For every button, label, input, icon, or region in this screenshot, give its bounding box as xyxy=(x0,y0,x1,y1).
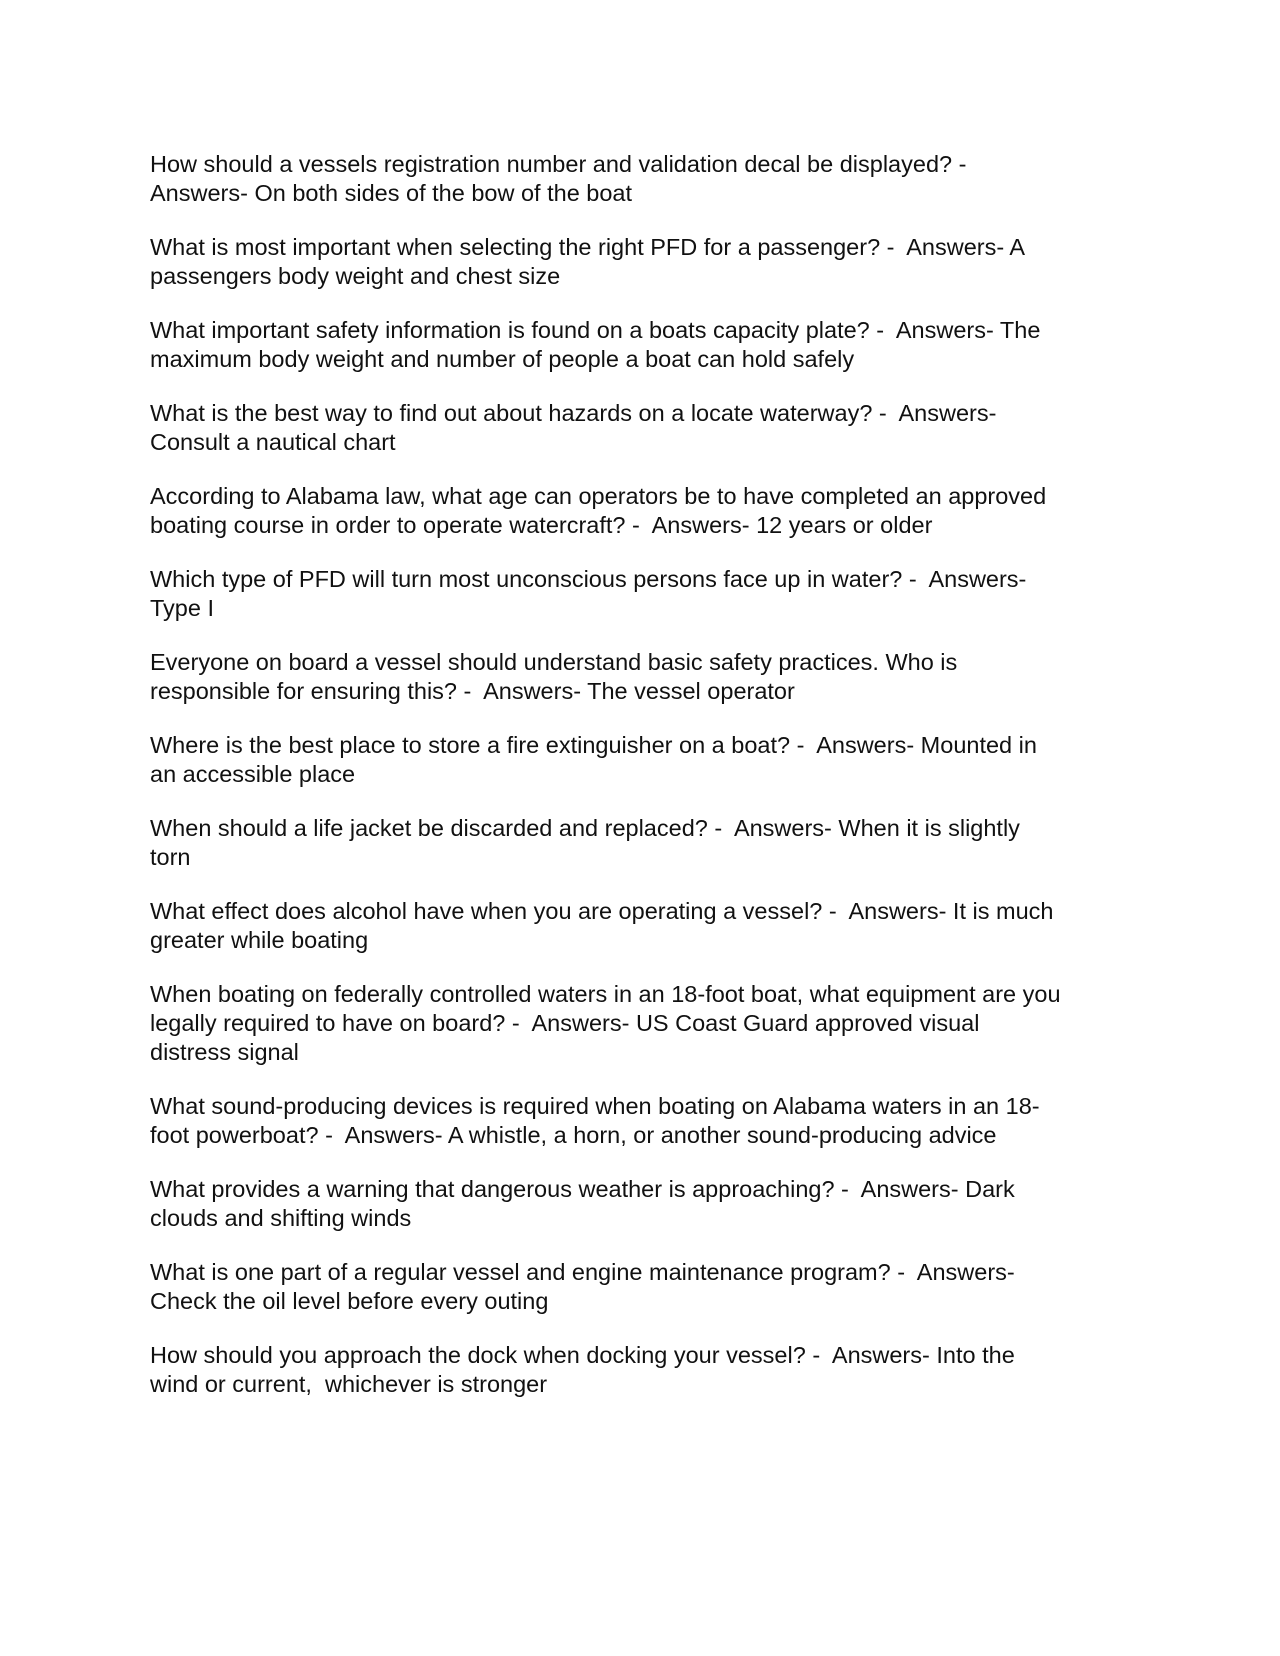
qa-item: When boating on federally controlled waters in an 18-foot boat, what equipment are you legally required to have on board? - Answers- US Coast Guard approved visual distress signal xyxy=(150,981,1061,1065)
qa-item: What sound-producing devices is required when boating on Alabama waters in an 18- foot powerboat? - Answers- A whistle, a horn, or another sound-producing advice xyxy=(150,1093,1040,1148)
qa-item: How should a vessels registration number and validation decal be displayed? - Answers- On both sides of the bow of the boat xyxy=(150,151,967,206)
qa-item: According to Alabama law, what age can operators be to have completed an approved boating course in order to operate watercraft? - Answers- 12 years or older xyxy=(150,483,1047,538)
qa-item: What is one part of a regular vessel and engine maintenance program? - Answers- Check the oil level before every outing xyxy=(150,1259,1015,1314)
qa-item: What is the best way to find out about hazards on a locate waterway? - Answers- Consult a nautical chart xyxy=(150,400,997,455)
qa-item: Everyone on board a vessel should understand basic safety practices. Who is responsible for ensuring this? - Answers- The vessel operator xyxy=(150,649,958,704)
qa-item: What provides a warning that dangerous weather is approaching? - Answers- Dark clouds and shifting winds xyxy=(150,1176,1015,1231)
qa-item: Which type of PFD will turn most unconscious persons face up in water? - Answers- Type I xyxy=(150,566,1027,621)
document-page xyxy=(150,150,1130,1424)
qa-item: What effect does alcohol have when you are operating a vessel? - Answers- It is much greater while boating xyxy=(150,898,1054,953)
qa-item: Where is the best place to store a fire extinguisher on a boat? - Answers- Mounted in an accessible place xyxy=(150,732,1037,787)
qa-item: What is most important when selecting the right PFD for a passenger? - Answers- A passengers body weight and chest size xyxy=(150,234,1024,289)
qa-item: What important safety information is found on a boats capacity plate? - Answers- The maximum body weight and number of people a boat can hold safely xyxy=(150,317,1041,372)
qa-item: How should you approach the dock when docking your vessel? - Answers- Into the wind or current, whichever is stronger xyxy=(150,1342,1015,1397)
qa-item: When should a life jacket be discarded and replaced? - Answers- When it is slightly torn xyxy=(150,815,1020,870)
